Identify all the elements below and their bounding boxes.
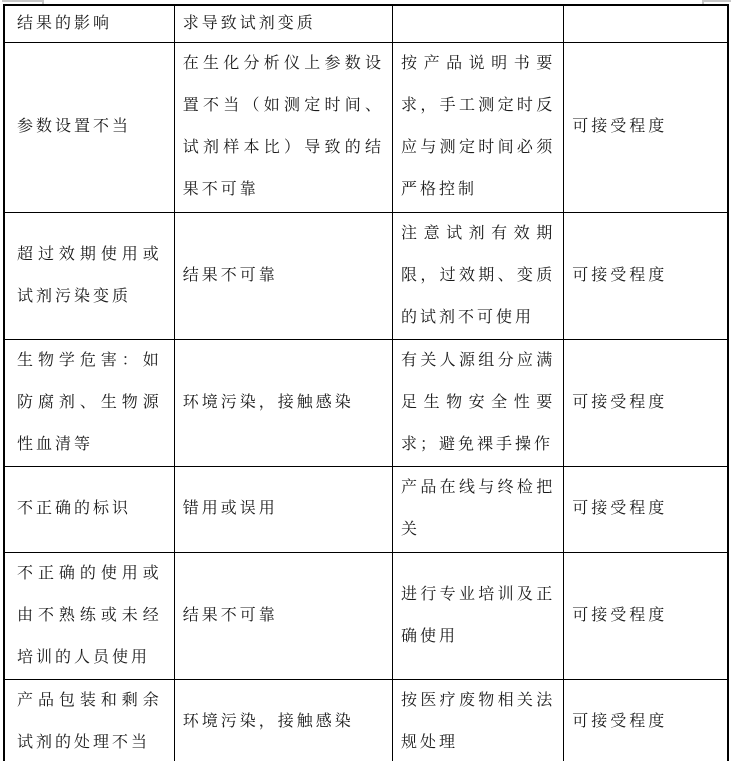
table-row (4, 466, 728, 552)
table-cell: 可接受程度 (564, 466, 728, 552)
table-cell: 在生化分析仪上参数设置不当（如测定时间、试剂样本比）导致的结果不可靠 (174, 42, 392, 212)
table-cell: 不正确的标识 (4, 466, 174, 552)
table-cell: 结果不可靠 (174, 212, 392, 339)
table-row (4, 339, 728, 466)
table-cell: 按医疗废物相关法规处理 (393, 679, 564, 761)
table-cell: 环境污染，接触感染 (174, 339, 392, 466)
table-cell: 错用或误用 (174, 466, 392, 552)
table-cell: 可接受程度 (564, 552, 728, 679)
table-cell: 按产品说明书要求，手工测定时反应与测定时间必须严格控制 (393, 42, 564, 212)
risk-analysis-table (3, 4, 729, 761)
table-cell: 注意试剂有效期限，过效期、变质的试剂不可使用 (393, 212, 564, 339)
cropped-content-fragment (2, 0, 44, 2)
table-cell: 环境污染，接触感染 (174, 679, 392, 761)
table-cell (564, 5, 728, 42)
table-cell: 参数设置不当 (4, 42, 174, 212)
table-cell: 结果的影响 (4, 5, 174, 42)
table-cell (393, 5, 564, 42)
table-cell: 超过效期使用或试剂污染变质 (4, 212, 174, 339)
table-cell: 可接受程度 (564, 679, 728, 761)
table-row (4, 5, 728, 42)
table-row (4, 42, 728, 212)
table-row (4, 212, 728, 339)
table-cell: 生物学危害：如防腐剂、生物源性血清等 (4, 339, 174, 466)
table-row (4, 552, 728, 679)
table-cell: 可接受程度 (564, 42, 728, 212)
table-cell: 可接受程度 (564, 339, 728, 466)
table-cell: 结果不可靠 (174, 552, 392, 679)
table-cell: 求导致试剂变质 (174, 5, 392, 42)
table-cell: 可接受程度 (564, 212, 728, 339)
table-cell: 产品在线与终检把关 (393, 466, 564, 552)
table-row (4, 679, 728, 761)
table-cell: 产品包装和剩余试剂的处理不当 (4, 679, 174, 761)
cropped-content-fragment (702, 0, 731, 2)
table-cell: 进行专业培训及正确使用 (393, 552, 564, 679)
table-cell: 有关人源组分应满足生物安全性要求；避免裸手操作 (393, 339, 564, 466)
table-cell: 不正确的使用或由不熟练或未经培训的人员使用 (4, 552, 174, 679)
